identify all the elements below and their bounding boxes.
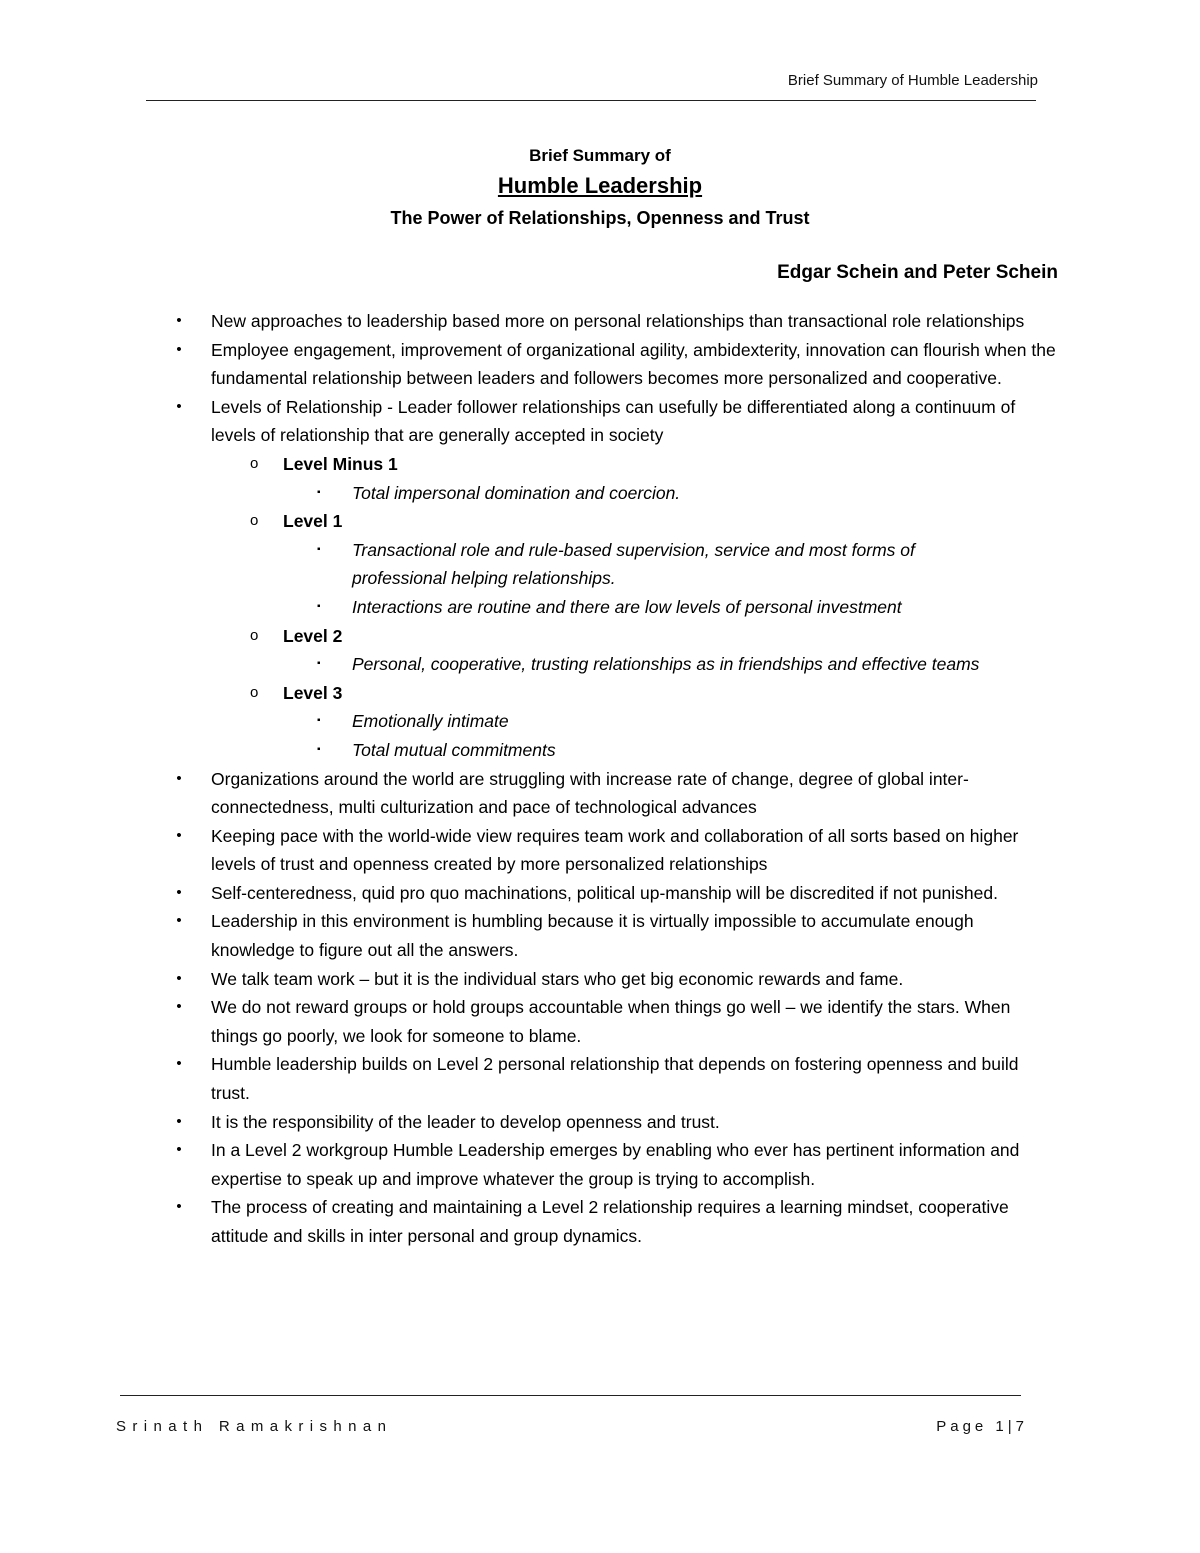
bullet-marker: o [250,454,259,472]
document-subtitle: The Power of Relationships, Openness and Trust [390,208,810,228]
authors: Edgar Schein and Peter Schein [777,262,1058,283]
list-item-text: The process of creating and maintaining a Level 2 relationship requires a learning mindset, cooperative attitude and skills in inter personal and group dynamics. [211,1197,1009,1246]
bullet-marker: • [176,1141,182,1159]
bullet-marker: • [176,826,182,844]
bullet-marker: ▪ [317,543,321,555]
list-item [0,336,1056,393]
list-item-text: Employee engagement, improvement of organizational agility, ambidexterity, innovation can flourish when the fundamental relationship between leaders and followers becomes more personalized and cooperative. [211,339,1056,389]
list-item-text: Leadership in this environment is humbling because it is virtually impossible to accumulate enough knowledge to figure out all the answers. [211,911,974,961]
list-item [0,993,1056,1050]
level-item [0,479,1002,508]
level-name: Level 3 [283,682,343,703]
list-item-text: We talk team work – but it is the individual stars who get big economic rewards and fame. [211,968,904,989]
list-item-text: It is the responsibility of the leader to develop openness and trust. [211,1111,720,1132]
level-item [0,593,1002,622]
list-item [0,307,1056,336]
bullet-marker: ▪ [317,743,321,755]
title-block [0,145,1200,231]
footer-author: Srinath Ramakrishnan [116,1418,393,1435]
bullet-marker: ▪ [317,486,321,498]
list-item-text: Humble leadership builds on Level 2 personal relationship that depends on fostering openness and build trust. [211,1054,1019,1104]
list-item [0,822,1056,879]
bullet-marker: • [176,1198,182,1216]
page-number: Page 1|7 [936,1418,1028,1435]
bullet-marker: • [176,998,182,1016]
level-heading [0,679,1043,708]
bullet-marker: ▪ [317,600,321,612]
level-item-text: Total mutual commitments [352,739,556,760]
level-heading [0,450,1043,479]
level-item-text: Personal, cooperative, trusting relationships as in friendships and effective teams [352,654,980,675]
list-item-text: New approaches to leadership based more on personal relationships than transactional role relationships [211,311,1025,331]
level-name: Level 1 [283,511,343,532]
bullet-marker: • [176,912,182,930]
list-item-text: We do not reward groups or hold groups accountable when things go well – we identify the stars. When things go poorly, we look for someone to blame. [211,997,1011,1046]
bullet-marker: • [176,969,182,987]
level-heading [0,622,1043,651]
level-name: Level 2 [283,625,343,646]
list-item-text: Self-centeredness, quid pro quo machinations, political up-manship will be discredited if not punished. [211,882,998,903]
list-item [0,907,1056,964]
level-item-text: Transactional role and rule-based supervision, service and most forms of professional helping relationships. [352,539,915,589]
bullet-marker: ▪ [317,658,321,670]
list-item [0,765,1056,822]
bullet-marker: • [176,883,182,901]
bullet-marker: o [250,512,259,530]
list-item [0,1136,1056,1193]
bullet-marker: • [176,397,182,415]
level-item [0,736,1002,765]
bullet-marker: o [250,626,259,644]
header-rule [146,100,1036,101]
list-item-text: Keeping pace with the world-wide view requires team work and collaboration of all sorts based on higher levels of trust and openness created by more personalized relationships [211,825,1019,875]
footer-rule [120,1395,1021,1396]
list-item [0,965,1056,994]
document-title: Humble Leadership [497,173,703,198]
bullet-list [0,307,1200,1251]
bullet-marker: • [176,312,182,329]
level-item [0,650,1002,679]
list-item-text: Organizations around the world are struggling with increase rate of change, degree of global inter-connectedness, multi culturization and pace of technological advances [211,768,969,818]
list-item [0,879,1056,908]
list-item-text: Levels of Relationship - Leader follower relationships can usefully be differentiated along a continuum of levels of relationship that are generally accepted in society [211,396,1016,446]
bullet-marker: • [176,769,182,787]
bullet-marker: ▪ [317,715,321,727]
bullet-marker: o [250,683,259,701]
content [0,307,1200,1251]
bullet-marker: • [176,1055,182,1073]
running-header: Brief Summary of Humble Leadership [787,72,1038,89]
list-item [0,1108,1056,1137]
list-item [0,1050,1056,1107]
level-item [0,536,1002,593]
bullet-marker: • [176,340,182,358]
title-line1: Brief Summary of [529,146,671,165]
level-item-text: Total impersonal domination and coercion. [352,482,681,503]
level-heading [0,507,1043,536]
list-item-text: In a Level 2 workgroup Humble Leadership emerges by enabling who ever has pertinent information and expertise to speak up and improve whatever the group is trying to accomplish. [211,1140,1020,1189]
bullet-marker: • [176,1112,182,1130]
level-name: Level Minus 1 [283,453,398,474]
list-item [0,1193,1056,1250]
level-item-text: Emotionally intimate [352,711,509,732]
list-item [0,393,1056,450]
level-item [0,707,1002,736]
level-item-text: Interactions are routine and there are low levels of personal investment [352,596,902,617]
